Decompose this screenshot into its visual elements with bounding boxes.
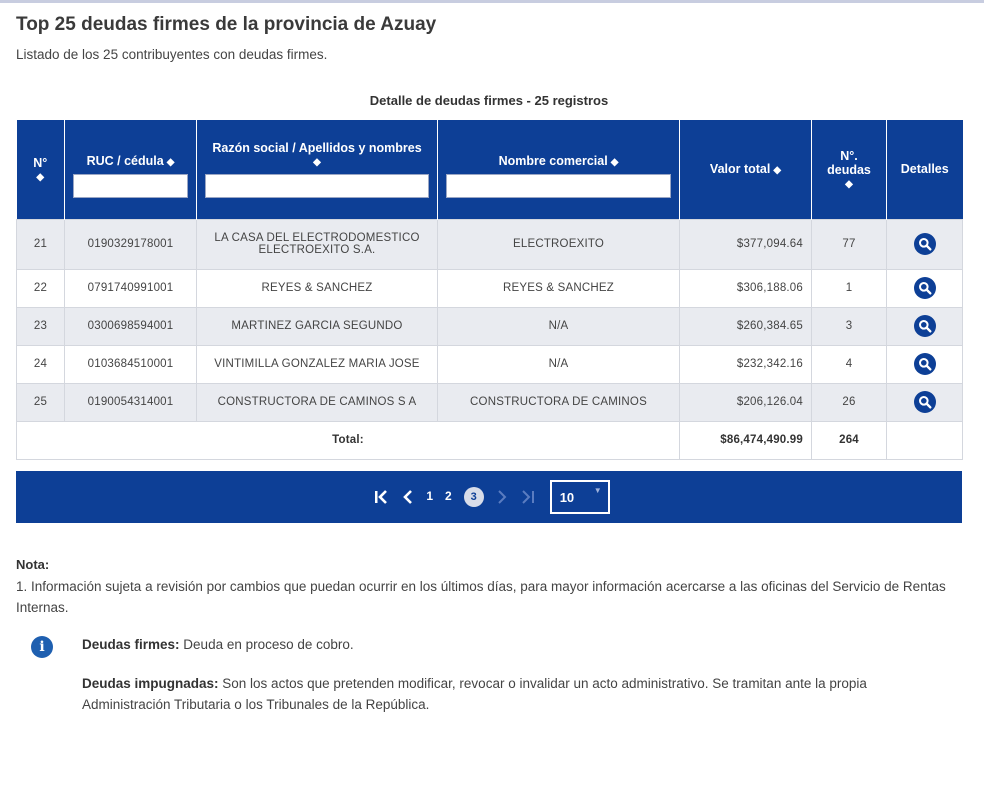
razon-filter-input[interactable] — [205, 174, 429, 198]
next-page-icon[interactable] — [496, 490, 508, 504]
row-comercial: ELECTROEXITO — [438, 219, 680, 269]
search-icon[interactable] — [914, 233, 936, 255]
table-row — [17, 269, 963, 307]
page-link-3[interactable]: 3 — [464, 487, 484, 507]
table-row — [17, 307, 963, 345]
row-num: 21 — [17, 219, 65, 269]
row-valor: $260,384.65 — [680, 307, 812, 345]
row-ruc: 0103684510001 — [65, 345, 197, 383]
row-deudas: 26 — [812, 383, 887, 421]
pagination-bar — [16, 471, 962, 523]
table-row — [17, 383, 963, 421]
col-header-num[interactable]: N° ◆ — [17, 120, 65, 219]
comercial-filter-input[interactable] — [446, 174, 671, 198]
search-icon[interactable] — [914, 315, 936, 337]
last-page-icon[interactable] — [520, 490, 536, 504]
row-num: 23 — [17, 307, 65, 345]
caret-down-icon: ▼ — [593, 486, 602, 495]
row-deudas: 4 — [812, 345, 887, 383]
table-caption: Detalle de deudas firmes - 25 registros — [369, 93, 609, 108]
col-header-comercial[interactable]: Nombre comercial ◆ — [438, 120, 680, 219]
top-border — [0, 0, 984, 3]
total-valor: $86,474,490.99 — [680, 421, 812, 459]
total-deudas: 264 — [812, 421, 887, 459]
sort-icon: ◆ — [313, 156, 321, 168]
row-comercial: CONSTRUCTORA DE CAMINOS — [438, 383, 680, 421]
sort-icon: ◆ — [36, 171, 45, 183]
definition-deudas-firmes: Deudas firmes: Deuda en proceso de cobro. — [82, 637, 354, 652]
page-subtitle: Listado de los 25 contribuyentes con deudas firmes. — [16, 47, 328, 62]
row-razon: CONSTRUCTORA DE CAMINOS S A — [197, 383, 438, 421]
notes-title: Nota: — [16, 557, 50, 572]
row-ruc: 0791740991001 — [65, 269, 197, 307]
search-icon[interactable] — [914, 391, 936, 413]
row-deudas: 77 — [812, 219, 887, 269]
search-icon[interactable] — [914, 353, 936, 375]
row-num: 24 — [17, 345, 65, 383]
page-link-2[interactable]: 2 — [445, 489, 452, 503]
page-title: Top 25 deudas firmes de la provincia de Azuay — [16, 14, 437, 35]
table-row — [17, 219, 963, 269]
row-ruc: 0190329178001 — [65, 219, 197, 269]
row-comercial: N/A — [438, 307, 680, 345]
first-page-icon[interactable] — [374, 490, 390, 504]
sort-icon: ◆ — [610, 157, 619, 169]
row-valor: $206,126.04 — [680, 383, 812, 421]
row-valor: $306,188.06 — [680, 269, 812, 307]
definition-deudas-impugnadas: Deudas impugnadas: Son los actos que pretenden modificar, revocar o invalidar un acto administrativo. Se tramitan ante la propia Administración Tributaria o los Tribunales de la República. — [82, 676, 867, 712]
info-icon: i — [31, 636, 53, 658]
ruc-filter-input[interactable] — [73, 174, 188, 198]
row-razon: REYES & SANCHEZ — [197, 269, 438, 307]
sort-icon: ◆ — [166, 157, 175, 169]
table-row — [17, 345, 963, 383]
total-row — [17, 421, 963, 459]
total-label: Total: — [17, 421, 680, 459]
sort-icon: ◆ — [845, 178, 853, 190]
row-deudas: 3 — [812, 307, 887, 345]
row-deudas: 1 — [812, 269, 887, 307]
col-header-razon[interactable]: Razón social / Apellidos y nombres ◆ — [197, 120, 438, 219]
debts-table — [16, 120, 963, 460]
note-item: 1. Información sujeta a revisión por cambios que puedan ocurrir en los últimos días, para mayor información acercarse a las oficinas del Servicio de Rentas Internas. — [16, 579, 946, 615]
sort-icon: ◆ — [773, 165, 782, 177]
row-comercial: REYES & SANCHEZ — [438, 269, 680, 307]
search-icon[interactable] — [914, 277, 936, 299]
row-num: 22 — [17, 269, 65, 307]
row-razon: VINTIMILLA GONZALEZ MARIA JOSE — [197, 345, 438, 383]
col-header-detalles: Detalles — [887, 120, 963, 219]
page-link-1[interactable]: 1 — [426, 489, 433, 503]
row-valor: $377,094.64 — [680, 219, 812, 269]
row-valor: $232,342.16 — [680, 345, 812, 383]
page-size-select[interactable]: 10 ▼ — [550, 480, 610, 514]
row-razon: MARTINEZ GARCIA SEGUNDO — [197, 307, 438, 345]
row-ruc: 0190054314001 — [65, 383, 197, 421]
row-num: 25 — [17, 383, 65, 421]
row-ruc: 0300698594001 — [65, 307, 197, 345]
prev-page-icon[interactable] — [402, 490, 414, 504]
row-razon: LA CASA DEL ELECTRODOMESTICO ELECTROEXITO S.A. — [197, 219, 438, 269]
col-header-deudas[interactable]: N°. deudas ◆ — [812, 120, 887, 219]
row-comercial: N/A — [438, 345, 680, 383]
col-header-ruc[interactable]: RUC / cédula ◆ — [65, 120, 197, 219]
col-header-valor[interactable]: Valor total ◆ — [680, 120, 812, 219]
